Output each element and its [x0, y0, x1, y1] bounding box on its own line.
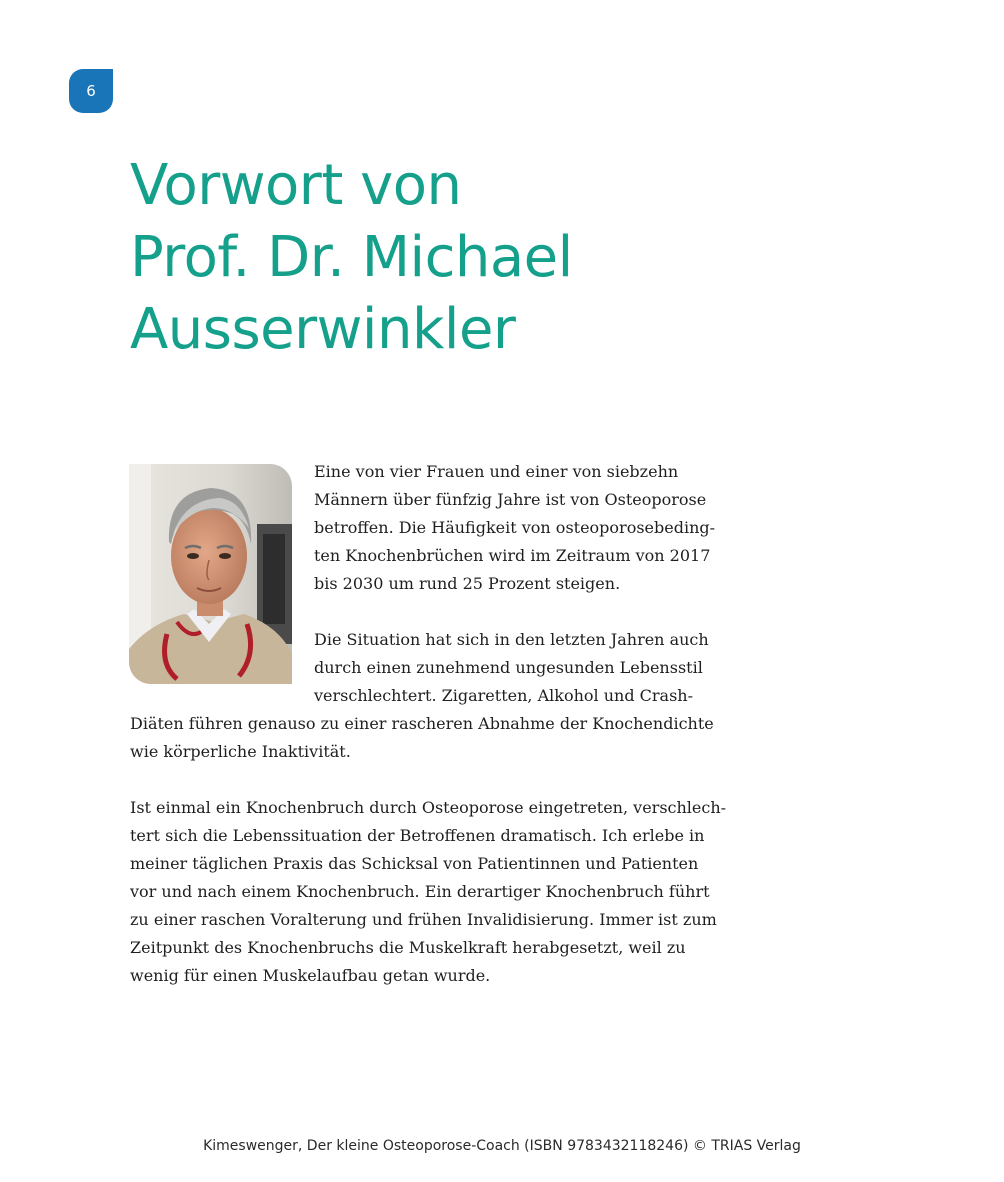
- title-line: Ausserwinkler: [130, 297, 516, 362]
- page-title: [130, 150, 573, 366]
- title-line: Vorwort von: [130, 153, 462, 218]
- title-line: Prof. Dr. Michael: [130, 225, 573, 290]
- lifestyle-paragraph-start: [314, 626, 709, 710]
- lifestyle-paragraph-end: [130, 710, 714, 766]
- page-number-badge: [69, 69, 113, 113]
- text-line: Zeitpunkt des Knochenbruchs die Muskelkraft herabgesetzt, weil zu: [130, 938, 686, 957]
- text-line: verschlechtert. Zigaretten, Alkohol und Crash-: [314, 686, 693, 705]
- text-line: meiner täglichen Praxis das Schicksal von Patientinnen und Patienten: [130, 854, 699, 873]
- text-line: Eine von vier Frauen und einer von siebzehn: [314, 462, 679, 481]
- text-line: wie körperliche Inaktivität.: [130, 742, 351, 761]
- text-line: Diäten führen genauso zu einer rascheren Abnahme der Knochendichte: [130, 714, 714, 733]
- text-line: betroffen. Die Häufigkeit von osteoporosebeding-: [314, 518, 716, 537]
- page-footer: Kimeswenger, Der kleine Osteoporose-Coach (ISBN 9783432118246) © TRIAS Verlag: [203, 1138, 801, 1154]
- author-portrait: [129, 464, 292, 684]
- text-line: wenig für einen Muskelaufbau getan wurde.: [130, 966, 491, 985]
- text-line: zu einer raschen Voralterung und frühen Invalidisierung. Immer ist zum: [130, 910, 717, 929]
- text-line: durch einen zunehmend ungesunden Lebensstil: [314, 658, 703, 677]
- text-line: tert sich die Lebenssituation der Betroffenen dramatisch. Ich erlebe in: [130, 826, 705, 845]
- text-line: ten Knochenbrüchen wird im Zeitraum von 2017: [314, 546, 711, 565]
- text-line: Die Situation hat sich in den letzten Jahren auch: [314, 630, 709, 649]
- text-line: vor und nach einem Knochenbruch. Ein derartiger Knochenbruch führt: [130, 882, 710, 901]
- page-number: 6: [86, 82, 96, 100]
- intro-paragraph: [314, 458, 715, 598]
- text-line: Männern über fünfzig Jahre ist von Osteoporose: [314, 490, 707, 509]
- text-line: bis 2030 um rund 25 Prozent steigen.: [314, 574, 621, 593]
- text-line: Ist einmal ein Knochenbruch durch Osteoporose eingetreten, verschlech-: [130, 798, 727, 817]
- fracture-paragraph: [130, 794, 726, 990]
